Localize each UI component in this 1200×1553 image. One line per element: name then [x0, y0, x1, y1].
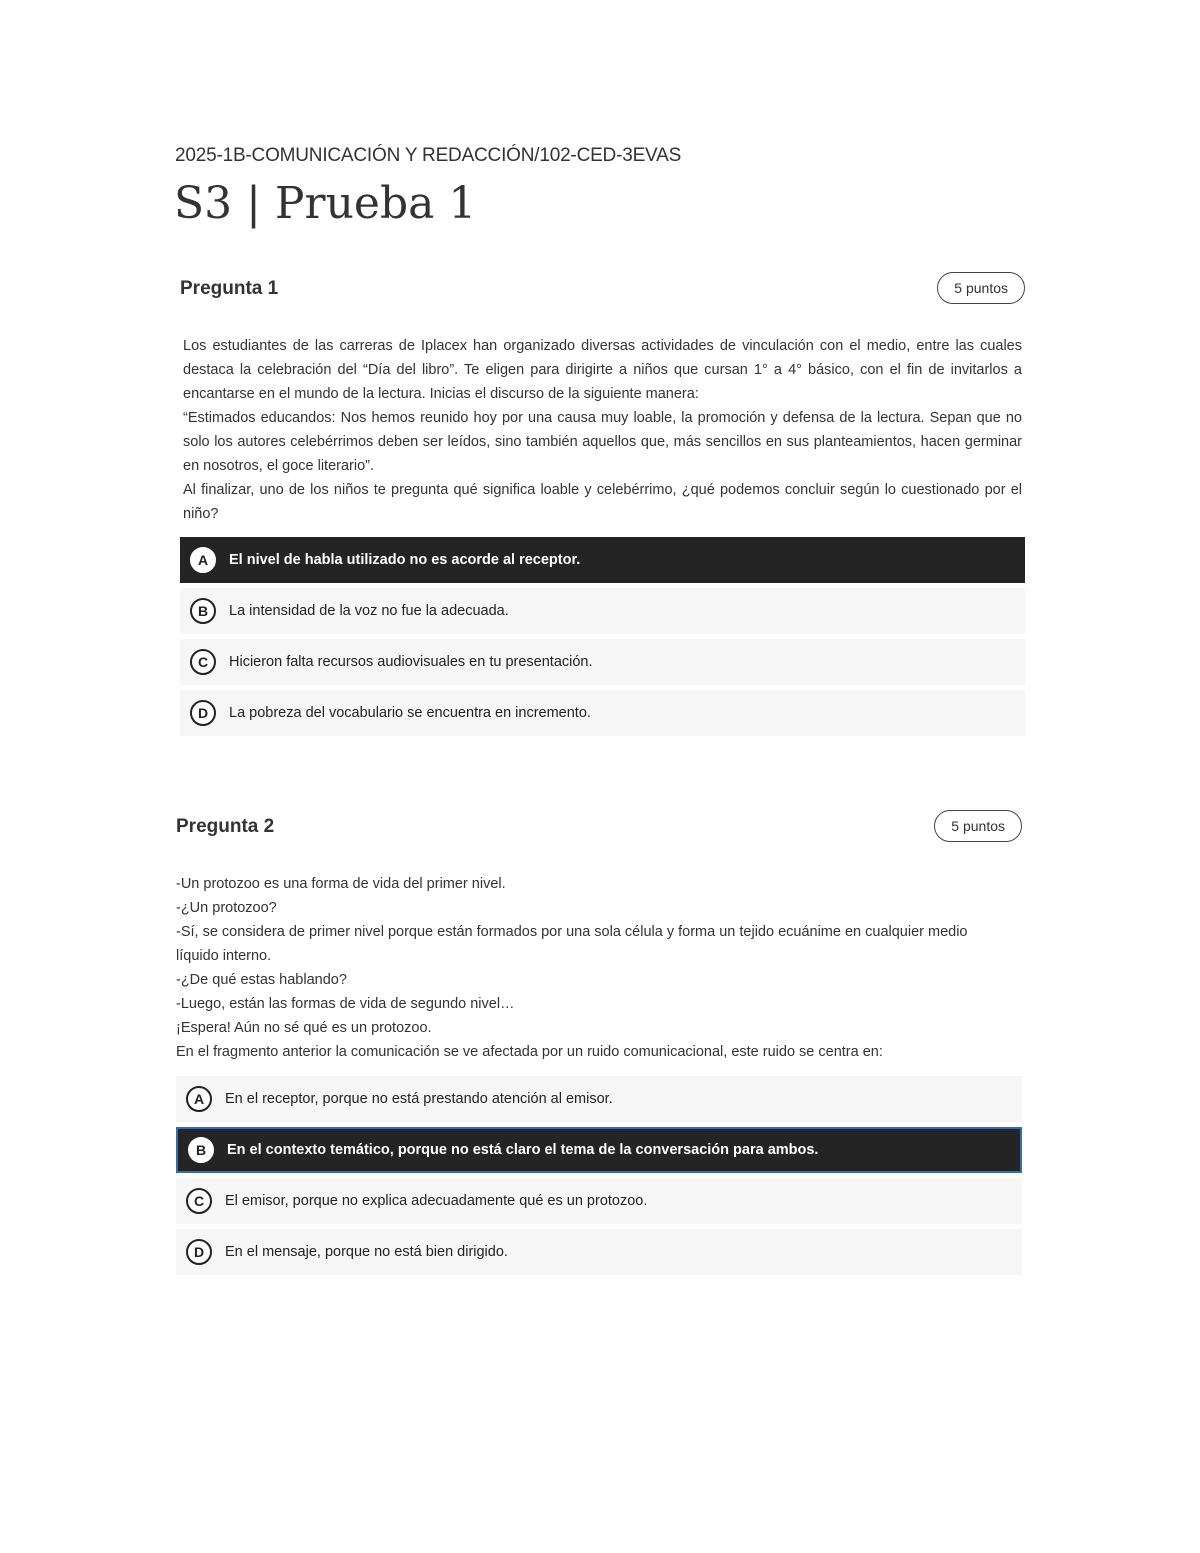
question-header: [176, 810, 1022, 850]
option-text: En el contexto temático, porque no está claro el tema de la conversación para ambos.: [227, 1142, 819, 1158]
question-paragraph: -¿De qué estas hablando?: [176, 972, 347, 988]
question-label: Pregunta 2: [176, 816, 275, 837]
question-paragraph: “Estimados educandos: Nos hemos reunido hoy por una causa muy loable, la promoción y defensa de la lectura. Sepan que no solo los autores celebérrimos deben ser leídos, sino también aquellos que, más sencillos en sus planteamientos, hacen germinar en nosotros, el goce literario”.: [183, 410, 1022, 474]
question-paragraph: En el fragmento anterior la comunicación se ve afectada por un ruido comunicacional, este ruido se centra en:: [176, 1044, 883, 1060]
option-a[interactable]: [180, 537, 1025, 583]
option-letter-badge: D: [190, 700, 216, 726]
question-header: [180, 272, 1025, 312]
page-title: S3 | Prueba 1: [174, 178, 477, 229]
question-paragraph: -Un protozoo es una forma de vida del primer nivel.: [176, 876, 506, 892]
option-text: En el receptor, porque no está prestando atención al emisor.: [225, 1091, 613, 1107]
option-text: La intensidad de la voz no fue la adecuada.: [229, 603, 509, 619]
option-text: El emisor, porque no explica adecuadamente qué es un protozoo.: [225, 1193, 648, 1209]
option-letter-badge: A: [186, 1086, 212, 1112]
points-badge: 5 puntos: [937, 272, 1025, 304]
question-paragraph: ¡Espera! Aún no sé qué es un protozoo.: [176, 1020, 432, 1036]
option-d[interactable]: [176, 1229, 1022, 1275]
option-letter-badge: C: [186, 1188, 212, 1214]
option-c[interactable]: [176, 1178, 1022, 1224]
option-letter-badge: C: [190, 649, 216, 675]
option-letter-badge: B: [190, 598, 216, 624]
answer-options: [176, 1076, 1022, 1275]
option-c[interactable]: [180, 639, 1025, 685]
question-paragraph: -Sí, se considera de primer nivel porque están formados por una sola célula y forma un tejido ecuánime en cualquier medio líquido interno.: [176, 924, 968, 964]
points-badge: 5 puntos: [934, 810, 1022, 842]
option-letter-badge: B: [188, 1137, 214, 1163]
question-paragraph: Al finalizar, uno de los niños te pregunta qué significa loable y celebérrimo, ¿qué podemos concluir según lo cuestionado por el niño?: [183, 482, 1022, 522]
option-a[interactable]: [176, 1076, 1022, 1122]
question-paragraph: -¿Un protozoo?: [176, 900, 277, 916]
question-2: [176, 810, 1022, 1280]
option-b[interactable]: [180, 588, 1025, 634]
answer-options: [180, 537, 1025, 736]
option-text: El nivel de habla utilizado no es acorde al receptor.: [229, 552, 581, 568]
option-letter-badge: A: [190, 547, 216, 573]
question-paragraph: -Luego, están las formas de vida de segundo nivel…: [176, 996, 515, 1012]
course-breadcrumb: 2025-1B-COMUNICACIÓN Y REDACCIÓN/102-CED-3EVAS: [175, 145, 682, 166]
option-text: En el mensaje, porque no está bien dirigido.: [225, 1244, 508, 1260]
question-label: Pregunta 1: [180, 278, 279, 299]
question-text: [176, 872, 1022, 1064]
option-text: Hicieron falta recursos audiovisuales en tu presentación.: [229, 654, 593, 670]
question-1: [180, 272, 1025, 741]
question-text: [180, 334, 1025, 526]
option-d[interactable]: [180, 690, 1025, 736]
option-letter-badge: D: [186, 1239, 212, 1265]
question-paragraph: Los estudiantes de las carreras de Iplacex han organizado diversas actividades de vinculación con el medio, entre las cuales destaca la celebración del “Día del libro”. Te eligen para dirigirte a niños que cursan 1° a 4° básico, con el fin de invitarlos a encantarse en el mundo de la lectura. Inicias el discurso de la siguiente manera:: [183, 338, 1022, 402]
option-text: La pobreza del vocabulario se encuentra en incremento.: [229, 705, 591, 721]
option-b[interactable]: [176, 1127, 1022, 1173]
